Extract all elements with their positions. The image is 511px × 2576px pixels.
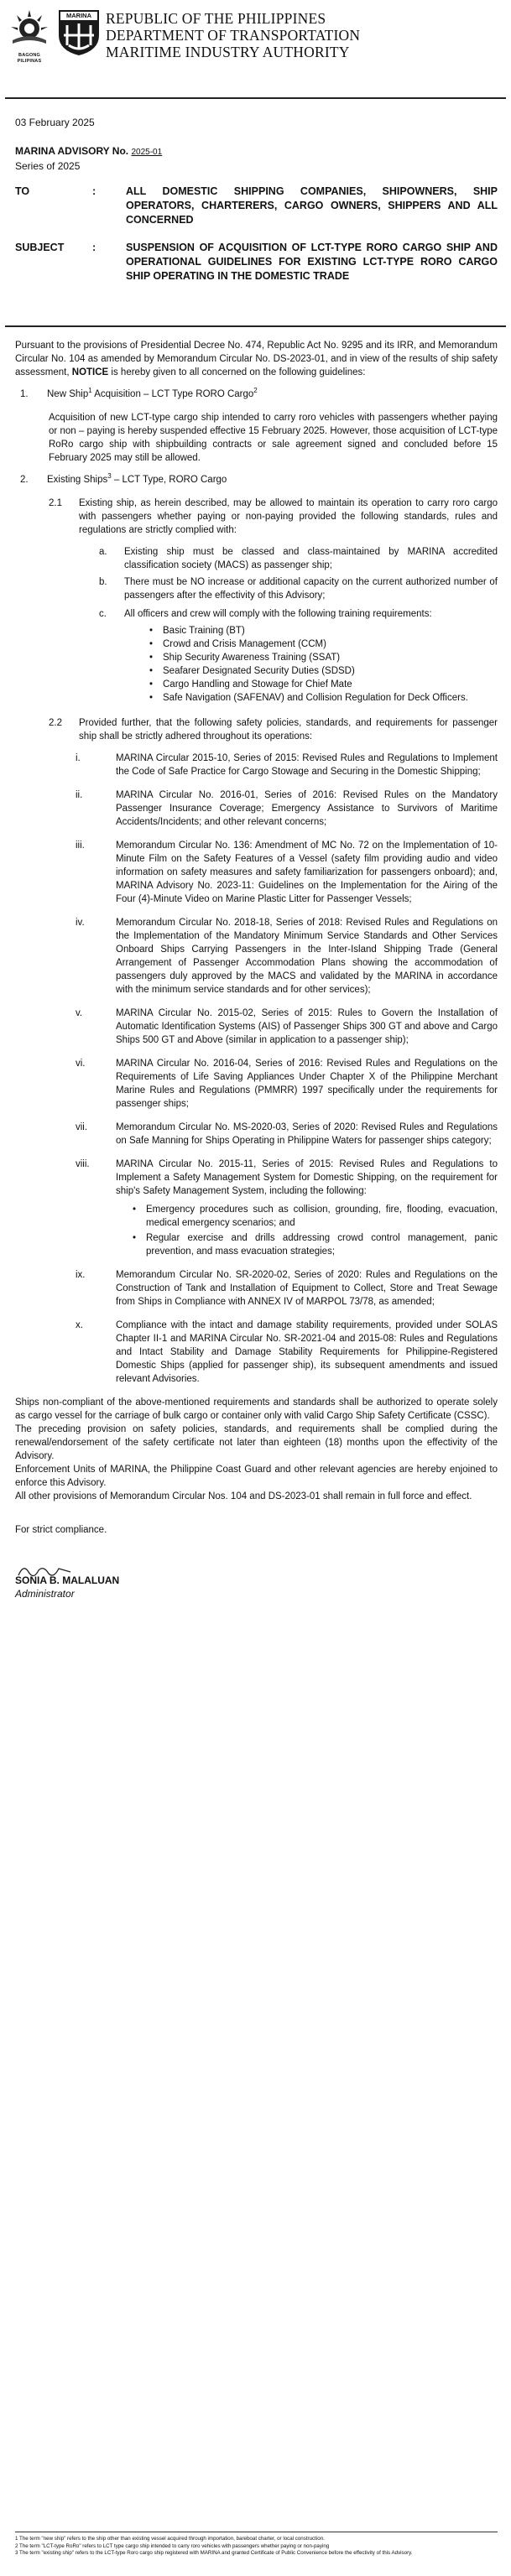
section-2-heading	[15, 473, 498, 487]
advisory-number: 2025-01	[131, 148, 163, 157]
address-block	[15, 185, 498, 284]
item-vii-number: vii.	[76, 1122, 88, 1132]
bullet-icon: •	[149, 693, 154, 703]
closing-paragraph-4: All other provisions of Memorandum Circular Nos. 104 and DS-2023-01 shall remain in full force and effect.	[15, 1491, 472, 1501]
to-row	[15, 185, 498, 227]
item-iii	[15, 839, 498, 906]
subject-divider	[5, 325, 506, 327]
subject-colon: :	[92, 242, 96, 253]
closing-section	[15, 1396, 498, 1600]
list-item: • Safe Navigation (SAFENAV) and Collision Regulation for Deck Officers.	[149, 693, 468, 703]
bagong-pilipinas-logo-icon	[8, 7, 50, 47]
section-2-title: Existing Ships	[47, 475, 108, 485]
item-v-text: MARINA Circular No. 2015-02, Series of 2015: Rules to Govern the Installation of Automatic Identification Systems (AIS) of Passenger Ships 300 GT and above and Cargo Ships 500 GT and Above (similar in application to a passenger ship);	[116, 1008, 498, 1045]
training-list	[15, 624, 498, 705]
item-x-number: x.	[76, 1320, 83, 1330]
bullet-icon: •	[133, 1233, 137, 1243]
item-vi	[15, 1057, 498, 1111]
advisory-body	[15, 339, 498, 1600]
bp-label: BAGONG PILIPINAS	[17, 53, 42, 64]
section-1-title-2: Acquisition – LCT Type RORO Cargo	[91, 389, 254, 399]
item-vii-text: Memorandum Circular No. MS-2020-03, Series of 2020: Revised Rules and Regulations on Safe Manning for Ships Operating in Philippine Waters for passenger ships category;	[116, 1122, 498, 1146]
item-v	[15, 1007, 498, 1047]
subject-value: SUSPENSION OF ACQUISITION OF LCT-TYPE RORO CARGO SHIP AND OPERATIONAL GUIDELINES FOR EXISTING LCT-TYPE RORO CARGO SHIP OPERATING IN THE DOMESTIC TRADE	[126, 242, 498, 282]
item-b-text: There must be NO increase or additional capacity on the current authorized number of passengers after the effectivity of this Advisory;	[124, 577, 498, 601]
agency-department: DEPARTMENT OF TRANSPORTATION	[106, 27, 361, 44]
marina-logo-text: MARINA	[66, 12, 91, 19]
item-a-number: a.	[99, 547, 107, 557]
section-2-number: 2.	[20, 475, 29, 485]
item-ii-number: ii.	[76, 790, 83, 800]
item-b	[15, 575, 498, 602]
footnote-2: 2 The term "LCT-type RoRo" refers to LCT type cargo ship intended to carry roro vehicles with passengers whether paying or non-paying	[15, 2542, 330, 2549]
section-2-title-2: – LCT Type, RORO Cargo	[111, 475, 227, 485]
agency-marina: MARITIME INDUSTRY AUTHORITY	[106, 44, 350, 60]
item-ix-text: Memorandum Circular No. SR-2020-02, Series of 2020: Rules and Regulations on the Construction of Tank and Installation of Equipment to Collect, Store and Treat Sewage from Ships in Compliance with ANNEX IV of MARPOL 73/78, as amended;	[116, 1270, 498, 1307]
list-item: • Seafarer Designated Security Duties (SDSD)	[149, 666, 355, 676]
bullet-icon: •	[149, 639, 154, 649]
intro-text-2: is hereby given to all concerned on the following guidelines:	[111, 367, 366, 377]
item-i-text: MARINA Circular 2015-10, Series of 2015: Revised Rules and Regulations to Implement the Code of Safe Practice for Cargo Stowage and Securing in the Domestic Shipping;	[116, 753, 498, 777]
item-x-text: Compliance with the intact and damage stability requirements, provided under SOLAS Chapter II-1 and MARINA Circular No. SR-2021-04 and 2015-08: Rules and Regulations and Intact Stability and Damage Stability Requirements for Philippine-Registered Domestic Ships (applied for passenger ship), its subsequent amendments and issued relevant Advisories.	[116, 1320, 498, 1384]
bullet-icon: •	[149, 626, 154, 636]
item-ii-text: MARINA Circular No. 2016-01, Series of 2016: Revised Rules on the Mandatory Passenger Insurance Coverage; Emergency Assistance to Survivors of Maritime Accidents/Incidents; and other relevant concerns;	[116, 790, 498, 827]
intro-paragraph	[15, 339, 498, 379]
item-iii-text: Memorandum Circular No. 136: Amendment of MC No. 72 on the Implementation of 10-Minute Film on the Safety Features of a Vessel (safety film providing audio and video information on safety measures and safety familiarization for passengers onboard); and, MARINA Advisory No. 2023-11: Guidelines on the Implementation for the Airing of the Four (4)-Minute Video on Marine Plastic Litter for Passenger Vessels;	[116, 840, 498, 904]
marina-logo	[55, 7, 102, 57]
item-c-text: All officers and crew will comply with the following training requirements:	[124, 609, 432, 619]
list-item: • Emergency procedures such as collision, grounding, fire, flooding, evacuation, medical emergency scenarios; and	[133, 1205, 498, 1228]
subsection-2-2-number: 2.2	[49, 718, 62, 728]
advisory-label: MARINA ADVISORY No.	[15, 145, 129, 157]
subsection-2-1-text: Existing ship, as herein described, may be allowed to maintain its operation to carry roro cargo with passengers whether paying or non-paying provided the following standards, rules and regulations are strictly complied with:	[79, 498, 498, 535]
signatory-title: Administrator	[15, 1588, 75, 1600]
subsection-2-2	[15, 716, 498, 743]
section-1	[15, 388, 498, 465]
item-iii-number: iii.	[76, 840, 85, 851]
advisory-series: Series of 2025	[15, 160, 81, 172]
subsection-2-1-number: 2.1	[49, 498, 62, 508]
advisory-number-line	[15, 144, 498, 159]
signatory-name: SONIA B. MALALUAN	[15, 1574, 120, 1586]
item-viii-text: MARINA Circular No. 2015-11, Series of 2015: Revised Rules and Regulations to Implement a Safety Management System for Domestic Shipping, on the requirement for ship's Safety Management System, including the following:	[116, 1159, 498, 1196]
item-i-number: i.	[76, 753, 81, 763]
section-1-title: New Ship	[47, 389, 89, 399]
item-vi-number: vi.	[76, 1059, 86, 1069]
footnote-3: 3 The term "existing ship" refers to the LCT-type Roro cargo ship registered with MARINA and granted Certificate of Public Convenience before the effectivity of this Advisory.	[15, 2550, 413, 2556]
list-item: • Crowd and Crisis Management (CCM)	[149, 639, 326, 649]
item-v-number: v.	[76, 1008, 83, 1018]
closing-paragraph-1: Ships non-compliant of the above-mentioned requirements and standards shall be authorized to operate solely as cargo vessel for the carriage of bulk cargo or container only with valid Cargo Ship Safety Certificate (CSSC).	[15, 1397, 498, 1421]
item-ix-number: ix.	[76, 1270, 86, 1280]
footnote-ref-1: 1	[88, 387, 92, 395]
item-b-number: b.	[99, 577, 107, 587]
subsection-2-2-text: Provided further, that the following safety policies, standards, and requirements for passenger ship shall be strictly adhered throughout its operations:	[79, 718, 498, 742]
item-viii	[15, 1158, 498, 1198]
header-divider	[5, 97, 506, 99]
footnote-ref-3: 3	[107, 472, 112, 481]
subsection-2-1	[15, 497, 498, 537]
subject-row	[15, 241, 498, 284]
bagong-pilipinas-seal	[8, 7, 50, 65]
section-2	[15, 473, 498, 1386]
intro-text: Pursuant to the provisions of Presidential Decree No. 474, Republic Act No. 9295 and its IRR, and Memorandum Circular No. 104 as amended by Memorandum Circular No. DS-2023-01, and in view of the results of ship safety assessment,	[15, 341, 498, 377]
section-1-heading	[15, 388, 498, 401]
intro-notice: NOTICE	[71, 367, 109, 377]
subject-label: SUBJECT	[15, 242, 65, 253]
advisory-date: 03 February 2025	[15, 117, 95, 128]
item-ix	[15, 1268, 498, 1309]
item-vi-text: MARINA Circular No. 2016-04, Series of 2016: Revised Rules and Regulations on the Requirements of Life Saving Appliances Under Chapter X of the Philippine Merchant Marine Rules and Regulations (PMMRR) 1997 specifically under the requirements for passenger ships;	[116, 1059, 498, 1109]
advisory-meta	[15, 116, 498, 173]
bullet-icon: •	[149, 666, 154, 676]
list-item: • Ship Security Awareness Training (SSAT)	[149, 653, 341, 663]
signature-block	[15, 1562, 498, 1600]
bullet-icon: •	[133, 1205, 137, 1215]
item-iv-number: iv.	[76, 918, 85, 928]
list-item: • Basic Training (BT)	[149, 626, 245, 636]
item-a-text: Existing ship must be classed and class-maintained by MARINA accredited classification society (MACS) as passenger ship;	[124, 547, 498, 570]
item-c-number: c.	[99, 609, 107, 619]
item-ii	[15, 788, 498, 829]
bullet-icon: •	[149, 679, 154, 690]
to-colon: :	[92, 185, 96, 197]
to-label: TO	[15, 185, 30, 197]
footnote-ref-2: 2	[253, 387, 258, 395]
item-vii	[15, 1121, 498, 1147]
to-value: ALL DOMESTIC SHIPPING COMPANIES, SHIPOWNERS, SHIP OPERATORS, CHARTERERS, CARGO OWNERS, SHIPPERS AND ALL CONCERNED	[126, 185, 498, 226]
footnote-1: 1 The term "new ship" refers to the ship other than existing vessel acquired through importation, bareboat charter, or local construction.	[15, 2536, 325, 2542]
section-1-number: 1.	[20, 389, 29, 399]
footnotes	[15, 2532, 498, 2558]
agency-name	[106, 10, 500, 60]
item-viii-number: viii.	[76, 1159, 90, 1169]
item-iv-text: Memorandum Circular No. 2018-18, Series of 2018: Revised Rules and Regulations on the Implementation of the Mandatory Minimum Service Standards and Other Services Onboard Ships Carrying Passengers in the Inter-Island Shipping Trade (General Arrangement of Passenger Accommodation Plans showing the accommodation of passengers duly approved by the MACS and validated by the MARINA in accordance with the minimum service standards and for other services);	[116, 918, 498, 995]
compliance-line: For strict compliance.	[15, 1525, 107, 1535]
item-iv	[15, 916, 498, 997]
item-a	[15, 545, 498, 572]
sms-list	[15, 1203, 498, 1258]
list-item: • Regular exercise and drills addressing crowd control management, panic prevention, and mass evacuation strategies;	[133, 1233, 498, 1257]
letterhead	[5, 5, 506, 97]
item-c	[15, 607, 498, 621]
section-1-body: Acquisition of new LCT-type cargo ship intended to carry roro vehicles with passengers whether paying or non – paying is hereby suspended effective 15 February 2025. However, those acquisition of LCT-type RoRo cargo ship with shipbuilding contracts or sale agreement signed and concluded before 15 February 2025 may still be allowed.	[49, 413, 498, 463]
closing-paragraph-2: The preceding provision on safety policies, standards, and requirements shall be complied during the renewal/endorsement of the safety certificate not later than eighteen (18) months upon the effectivity of the Advisory.	[15, 1424, 498, 1461]
item-i	[15, 752, 498, 778]
list-item: • Cargo Handling and Stowage for Chief Mate	[149, 679, 352, 690]
item-x	[15, 1319, 498, 1386]
closing-paragraph-3: Enforcement Units of MARINA, the Philippine Coast Guard and other relevant agencies are hereby enjoined to enforce this Advisory.	[15, 1465, 498, 1488]
agency-republic: REPUBLIC OF THE PHILIPPINES	[106, 10, 326, 27]
bullet-icon: •	[149, 653, 154, 663]
